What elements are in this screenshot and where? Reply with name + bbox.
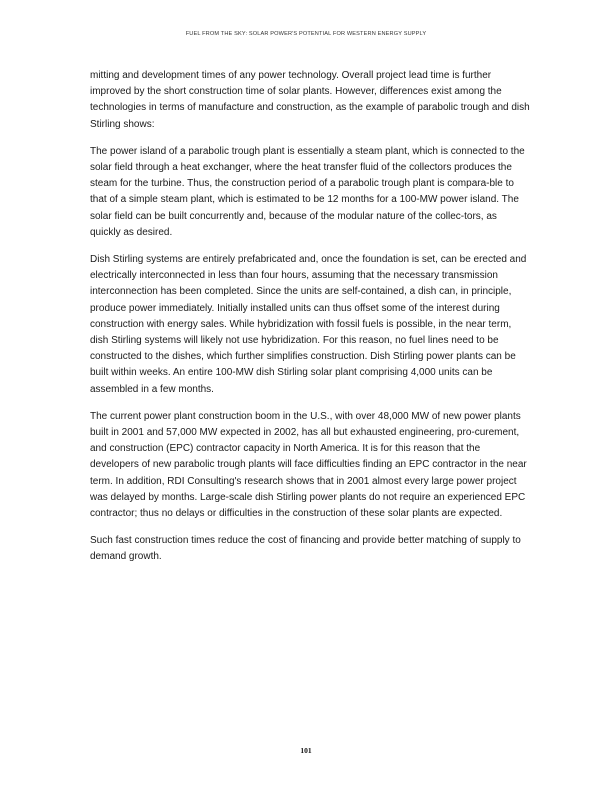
body-text: [90, 68, 530, 577]
paragraph: The current power plant construction boom in the U.S., with over 48,000 MW of new power plants built in 2001 and 57,000 MW expected in 2002, has all but exhausted engineering, pro-curement, and construction (EPC) contractor capacity in North America. It is for this reason that the developers of new parabolic trough plants will face difficulties finding an EPC contractor in the near term. In addition, RDI Consulting's research shows that in 2001 almost every large power project was delayed by months. Large-scale dish Stirling power plants do not require an experienced EPC contractor; thus no delays or difficulties in the construction of these solar plants are expected.: [90, 410, 527, 520]
running-header: FUEL FROM THE SKY: SOLAR POWER'S POTENTIAL FOR WESTERN ENERGY SUPPLY: [185, 31, 427, 37]
paragraph: Dish Stirling systems are entirely prefabricated and, once the foundation is set, can be erected and electrically interconnected in less than four hours, assuming that the necessary transmission interconnection has been completed. Since the units are self-contained, a dish can, in principle, produce power immediately. Initially installed units can thus offset some of the interest during construction with energy sales. While hybridization with fossil fuels is possible, in the near term, dish Stirling systems will likely not use hybridization. For this reason, no fuel lines need to be constructed to the dishes, which further simplifies construction. Dish Stirling power plants can be built within weeks. An entire 100-MW dish Stirling solar plant comprising 4,000 units can be assembled in a few months.: [90, 254, 527, 395]
paragraph: mitting and development times of any power technology. Overall project lead time is further improved by the short construction time of solar plants. However, differences exist among the technologies in terms of manufacture and construction, as the example of parabolic trough and dish Stirling shows:: [90, 70, 530, 130]
paragraph: The power island of a parabolic trough plant is essentially a steam plant, which is connected to the solar field through a heat exchanger, where the heat transfer fluid of the collectors produces the steam for the turbine. Thus, the construction period of a parabolic trough plant is compara-ble to that of a simple steam plant, which is estimated to be 12 months for a 100-MW power island. The solar field can be built concurrently and, because of the modular nature of the collec-tors, as quickly as desired.: [90, 145, 525, 238]
page-number: 101: [300, 746, 312, 755]
paragraph: Such fast construction times reduce the cost of financing and provide better matching of supply to demand growth.: [90, 535, 521, 563]
